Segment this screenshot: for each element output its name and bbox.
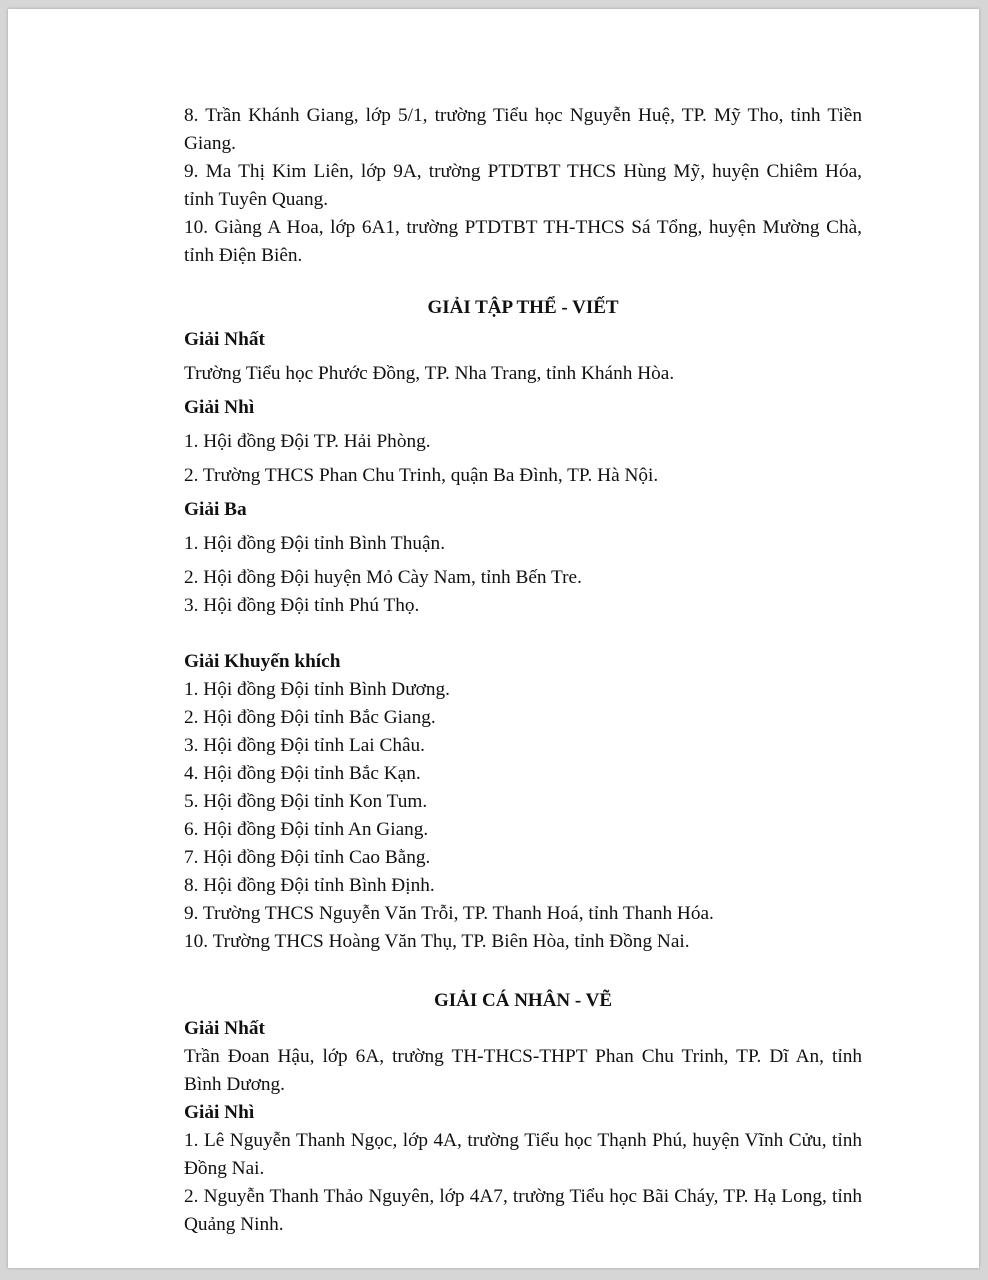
list-item: 7. Hội đồng Đội tỉnh Cao Bằng. <box>184 847 431 868</box>
list-item: Trần Đoan Hậu, lớp 6A, trường TH-THCS-THPT Phan Chu Trinh, TP. Dĩ An, tỉnh Bình Dương. <box>184 1046 862 1095</box>
list-item: 4. Hội đồng Đội tỉnh Bắc Kạn. <box>184 763 421 784</box>
list-item: 9. Ma Thị Kim Liên, lớp 9A, trường PTDTBT THCS Hùng Mỹ, huyện Chiêm Hóa, tỉnh Tuyên Quang. <box>184 161 862 210</box>
list-item: 2. Trường THCS Phan Chu Trinh, quận Ba Đình, TP. Hà Nội. <box>184 465 659 486</box>
list-item: 3. Hội đồng Đội tỉnh Phú Thọ. <box>184 595 420 616</box>
list-item: 2. Nguyễn Thanh Thảo Nguyên, lớp 4A7, trường Tiểu học Bãi Cháy, TP. Hạ Long, tỉnh Quảng Ninh. <box>184 1186 862 1235</box>
prize-label-third: Giải Ba <box>184 499 247 520</box>
prize-label-encouragement: Giải Khuyến khích <box>184 651 341 672</box>
section-title-individual-drawing: GIẢI CÁ NHÂN - VẼ <box>433 990 613 1011</box>
list-item: 8. Trần Khánh Giang, lớp 5/1, trường Tiểu học Nguyễn Huệ, TP. Mỹ Tho, tỉnh Tiền Giang. <box>184 105 862 154</box>
list-item: 2. Hội đồng Đội huyện Mỏ Cày Nam, tỉnh Bến Tre. <box>184 567 582 588</box>
document-body <box>184 102 862 1239</box>
continued-list <box>184 102 862 270</box>
prize-label-second: Giải Nhì <box>184 397 255 418</box>
list-item: 10. Giàng A Hoa, lớp 6A1, trường PTDTBT TH-THCS Sá Tổng, huyện Mường Chà, tỉnh Điện Biên. <box>184 217 862 266</box>
list-item: 8. Hội đồng Đội tỉnh Bình Định. <box>184 875 435 896</box>
document-page <box>8 9 979 1268</box>
list-item: 9. Trường THCS Nguyễn Văn Trỗi, TP. Thanh Hoá, tỉnh Thanh Hóa. <box>184 903 714 924</box>
list-item: 2. Hội đồng Đội tỉnh Bắc Giang. <box>184 707 436 728</box>
list-item: 1. Lê Nguyễn Thanh Ngọc, lớp 4A, trường Tiểu học Thạnh Phú, huyện Vĩnh Cửu, tỉnh Đồng Nai. <box>184 1130 862 1179</box>
prize-label-first: Giải Nhất <box>184 1018 265 1039</box>
list-item: 1. Hội đồng Đội tỉnh Bình Thuận. <box>184 533 446 554</box>
prize-label-first: Giải Nhất <box>184 329 265 350</box>
list-item: 10. Trường THCS Hoàng Văn Thụ, TP. Biên Hòa, tỉnh Đồng Nai. <box>184 931 690 952</box>
list-item: Trường Tiểu học Phước Đồng, TP. Nha Trang, tỉnh Khánh Hòa. <box>184 363 675 384</box>
list-item: 1. Hội đồng Đội TP. Hải Phòng. <box>184 431 431 452</box>
list-item: 1. Hội đồng Đội tỉnh Bình Dương. <box>184 679 450 700</box>
list-item: 3. Hội đồng Đội tỉnh Lai Châu. <box>184 735 425 756</box>
prize-label-second: Giải Nhì <box>184 1102 255 1123</box>
section-title-collective-writing: GIẢI TẬP THỂ - VIẾT <box>427 297 619 318</box>
list-item: 6. Hội đồng Đội tỉnh An Giang. <box>184 819 429 840</box>
list-item: 5. Hội đồng Đội tỉnh Kon Tum. <box>184 791 428 812</box>
